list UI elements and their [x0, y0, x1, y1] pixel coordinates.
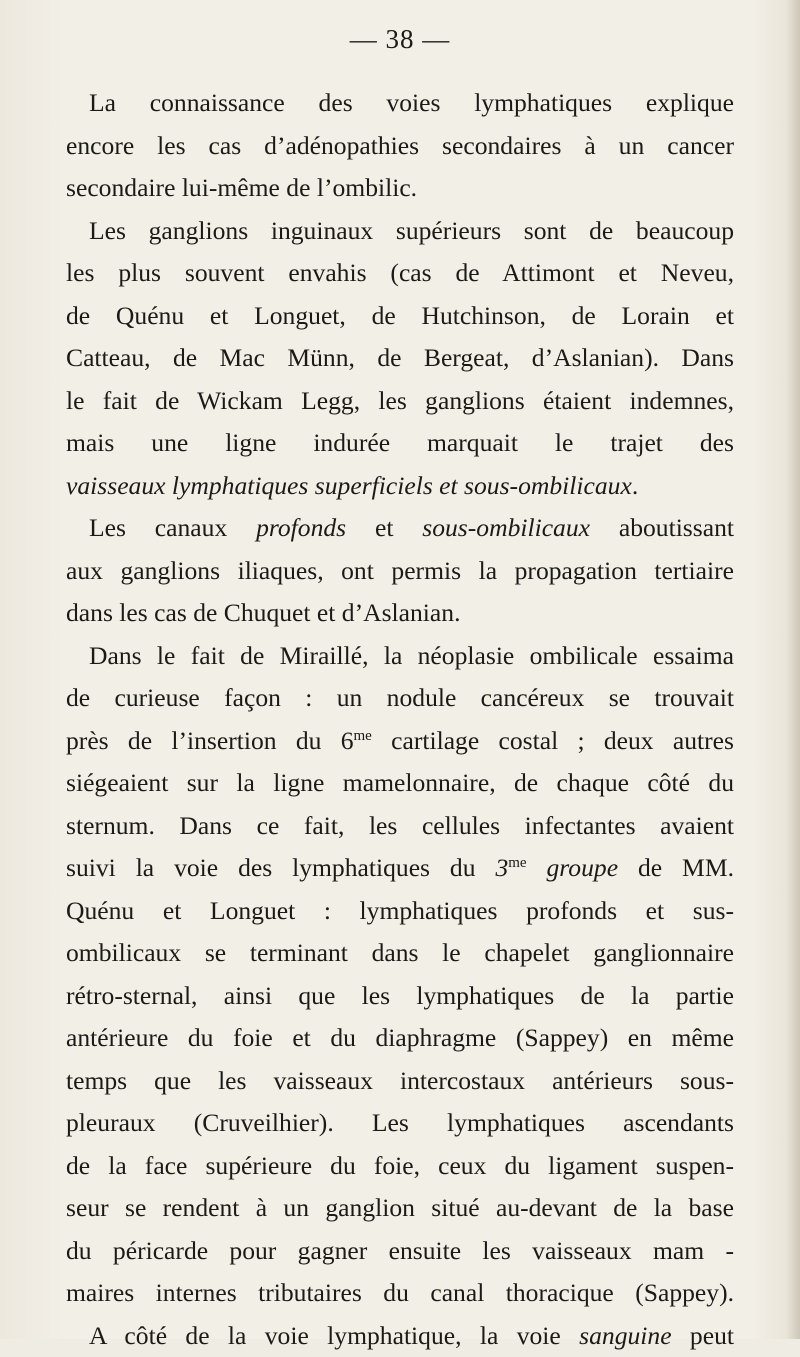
text-fragment: suivi la voie des lymphatiques du [66, 853, 495, 882]
text-fragment: Les canaux [89, 513, 256, 542]
text-fragment: près de l’insertion du 6 [66, 726, 354, 755]
text-line: seur se rendent à un ganglion situé au-devant de la base [66, 1187, 734, 1230]
italic-text: sous-ombilicaux [422, 513, 590, 542]
text-line: rétro-sternal, ainsi que les lymphatiques de la partie [66, 975, 734, 1018]
text-fragment: cartilage costal ; deux autres [372, 726, 734, 755]
text-line: de Quénu et Longuet, de Hutchinson, de Lorain et [66, 295, 734, 338]
text-line: ombilicaux se terminant dans le chapelet ganglionnaire [66, 932, 734, 975]
text-fragment: peut [672, 1321, 734, 1350]
text-line: du péricarde pour gagner ensuite les vaisseaux mam - [66, 1230, 734, 1273]
text-fragment: et [346, 513, 422, 542]
text-fragment: de MM. [618, 853, 734, 882]
text-line: le fait de Wickam Legg, les ganglions étaient indemnes, [66, 380, 734, 423]
text-line: de curieuse façon : un nodule cancéreux se trouvait [66, 677, 734, 720]
page-edge-shadow [786, 0, 800, 1339]
italic-text: vaisseaux lymphatiques superficiels et sous-ombilicaux [66, 471, 632, 500]
text-line [66, 847, 734, 890]
text-line: sternum. Dans ce fait, les cellules infectantes avaient [66, 805, 734, 848]
text-line: Quénu et Longuet : lymphatiques profonds et sus- [66, 890, 734, 933]
text-line: siégeaient sur la ligne mamelonnaire, de chaque côté du [66, 762, 734, 805]
text-line [66, 465, 734, 508]
body-text [66, 82, 734, 1357]
text-line: Dans le fait de Miraillé, la néoplasie ombilicale essaima [66, 635, 734, 678]
text-line: La connaissance des voies lymphatiques explique [66, 82, 734, 125]
text-line: secondaire lui-même de l’ombilic. [66, 167, 734, 210]
italic-text: groupe [527, 853, 618, 882]
text-line: mais une ligne indurée marquait le trajet des [66, 422, 734, 465]
italic-text: sanguine [579, 1321, 671, 1350]
text-line [66, 720, 734, 763]
text-line: antérieure du foie et du diaphragme (Sappey) en même [66, 1017, 734, 1060]
superscript: me [354, 728, 372, 744]
text-line: de la face supérieure du foie, ceux du ligament suspen- [66, 1145, 734, 1188]
italic-number: 3 [495, 853, 508, 882]
text-line: pleuraux (Cruveilhier). Les lymphatiques ascendants [66, 1102, 734, 1145]
text-line [66, 507, 734, 550]
text-line: les plus souvent envahis (cas de Attimont et Neveu, [66, 252, 734, 295]
text-fragment: . [632, 471, 638, 500]
text-line: temps que les vaisseaux intercostaux antérieurs sous- [66, 1060, 734, 1103]
italic-text: profonds [256, 513, 346, 542]
superscript: me [508, 855, 526, 871]
text-line [66, 1315, 734, 1357]
text-fragment: A côté de la voie lymphatique, la voie [89, 1321, 579, 1350]
text-line: Les ganglions inguinaux supérieurs sont de beaucoup [66, 210, 734, 253]
text-line: dans les cas de Chuquet et d’Aslanian. [66, 592, 734, 635]
text-fragment: aboutissant [590, 513, 734, 542]
page-number: — 38 — [0, 24, 800, 55]
text-line: encore les cas d’adénopathies secondaires à un cancer [66, 125, 734, 168]
text-line: aux ganglions iliaques, ont permis la propagation tertiaire [66, 550, 734, 593]
text-line: Catteau, de Mac Münn, de Bergeat, d’Aslanian). Dans [66, 337, 734, 380]
text-line: maires internes tributaires du canal thoracique (Sappey). [66, 1272, 734, 1315]
